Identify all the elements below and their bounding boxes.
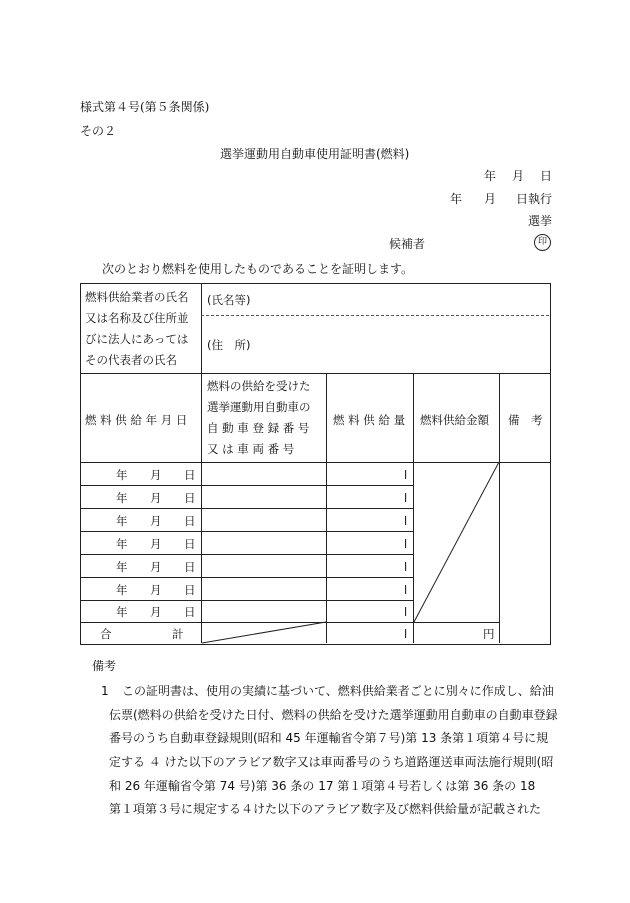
election-day-exec-label: 日執行 <box>516 192 553 206</box>
row-unit: l <box>404 583 408 597</box>
row-year: 年 <box>116 583 128 597</box>
total-label-a: 合 <box>100 627 112 641</box>
header-vehicle-line-1: 燃料の供給を受けた <box>207 379 311 393</box>
form-number: 様式第４号(第５条関係) <box>80 100 210 114</box>
notes-heading: 備考 <box>92 659 117 673</box>
row-month: 月 <box>150 491 162 505</box>
row-month: 月 <box>150 560 162 574</box>
header-vehicle-line-4: 又 は 車 両 番 号 <box>207 442 295 456</box>
total-label-b: 計 <box>172 627 184 641</box>
row-year: 年 <box>116 537 128 551</box>
seal-mark-text: 印 <box>537 237 547 247</box>
supplier-address-field[interactable]: (住 所) <box>207 338 251 352</box>
row-year: 年 <box>116 468 128 482</box>
row-unit: l <box>404 560 408 574</box>
election-month-label: 月 <box>484 192 497 206</box>
header-vehicle-line-2: 選挙運動用自動車の <box>207 400 311 414</box>
row-day: 日 <box>184 560 196 574</box>
header-supply-date: 燃 料 供 給 年 月 日 <box>85 413 188 427</box>
total-currency: 円 <box>483 627 495 641</box>
header-vehicle-line-3: 自 動 車 登 録 番 号 <box>207 421 310 435</box>
row-year: 年 <box>116 514 128 528</box>
notes-line-5: 和 26 年運輸省令第 74 号)第 36 条の 17 第１項第４号若しくは第 36 条の 18 <box>109 779 536 793</box>
row-month: 月 <box>150 583 162 597</box>
seal-mark-icon <box>534 234 551 251</box>
notes-line-6: 第１項第３号に規定する４けた以下のアラビア数字及び燃料供給量が記載された <box>109 802 542 816</box>
row-month: 月 <box>150 468 162 482</box>
notes-item-number: 1 <box>101 684 109 698</box>
form-part: その２ <box>80 124 117 138</box>
row-day: 日 <box>184 491 196 505</box>
row-unit: l <box>404 491 408 505</box>
date-day-label: 日 <box>540 169 553 183</box>
fuel-certificate-table <box>80 283 550 644</box>
row-day: 日 <box>184 605 196 619</box>
header-fuel-cost: 燃料供給金額 <box>420 413 489 427</box>
row-day: 日 <box>184 583 196 597</box>
supplier-label-line-2: 又は名称及び住所並 <box>85 311 189 325</box>
supplier-label-line-1: 燃料供給業者の氏名 <box>85 290 189 304</box>
row-unit: l <box>404 514 408 528</box>
election-year-label: 年 <box>450 192 463 206</box>
candidate-label: 候補者 <box>389 237 426 251</box>
total-unit: l <box>404 627 408 641</box>
row-unit: l <box>404 537 408 551</box>
row-month: 月 <box>150 514 162 528</box>
row-month: 月 <box>150 605 162 619</box>
row-month: 月 <box>150 537 162 551</box>
row-day: 日 <box>184 514 196 528</box>
notes-line-4: 定する ４ けた以下のアラビア数字又は車両番号のうち道路運送車両法施行規則(昭 <box>109 755 554 769</box>
header-remarks: 備 考 <box>508 413 543 427</box>
header-fuel-amount: 燃 料 供 給 量 <box>333 413 406 427</box>
row-year: 年 <box>116 560 128 574</box>
cost-column-diagonal <box>414 462 499 622</box>
row-unit: l <box>404 605 408 619</box>
notes-line-1: この証明書は、使用の実績に基づいて、燃料供給業者ごとに別々に作成し、給油 <box>122 684 554 698</box>
total-vehicle-diagonal <box>202 622 326 643</box>
supplier-label-line-4: その代表者の氏名 <box>85 353 177 367</box>
date-year-label: 年 <box>484 169 497 183</box>
page-title: 選挙運動用自動車使用証明書(燃料) <box>220 147 410 161</box>
supplier-label-line-3: びに法人にあっては <box>85 332 189 346</box>
certification-statement: 次のとおり燃料を使用したものであることを証明します。 <box>102 262 414 276</box>
row-year: 年 <box>116 605 128 619</box>
row-unit: l <box>404 468 408 482</box>
election-label: 選挙 <box>528 214 553 228</box>
notes-line-3: 番号のうち自動車登録規則(昭和 45 年運輸省令第７号)第 13 条第１項第４号に規 <box>109 731 549 745</box>
row-day: 日 <box>184 537 196 551</box>
row-day: 日 <box>184 468 196 482</box>
supplier-name-field[interactable]: (氏名等) <box>207 293 251 307</box>
date-month-label: 月 <box>512 169 525 183</box>
row-year: 年 <box>116 491 128 505</box>
notes-line-2: 伝票(燃料の供給を受けた日付、燃料の供給を受けた選挙運動用自動車の自動車登録 <box>109 708 558 722</box>
